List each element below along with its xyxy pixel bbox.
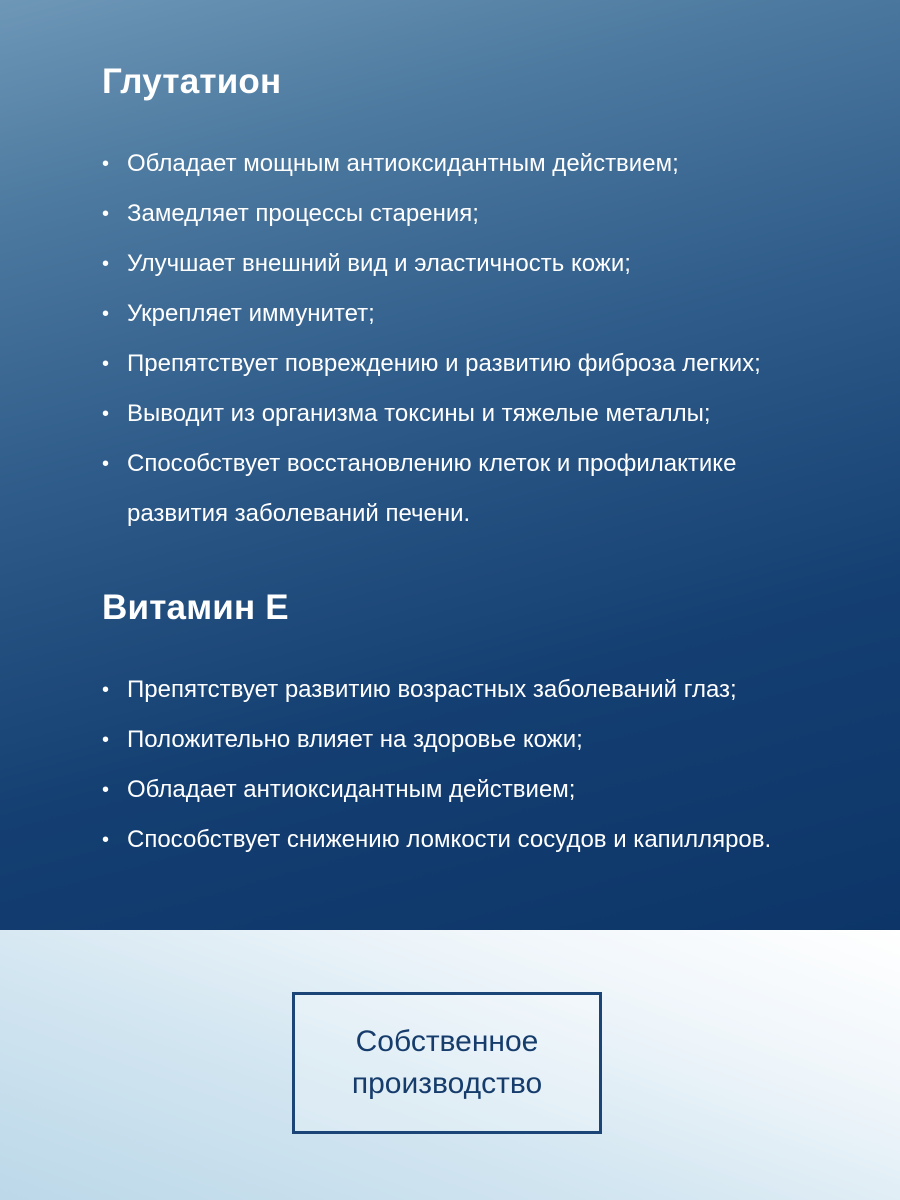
list-item: • Выводит из организма токсины и тяжелые металлы; — [102, 389, 822, 439]
list-item: • Обладает мощным антиоксидантным действием; — [102, 139, 822, 189]
bullet-icon: • — [102, 153, 110, 175]
list-item: • Улучшает внешний вид и эластичность кожи; — [102, 239, 822, 289]
bullet-icon: • — [102, 353, 110, 375]
vitamin-e-section — [102, 588, 822, 865]
bullet-icon: • — [102, 303, 110, 325]
benefit-list — [102, 665, 822, 865]
list-item: • Способствует снижению ломкости сосудов и капилляров. — [102, 815, 822, 865]
list-item: • Обладает антиоксидантным действием; — [102, 765, 822, 815]
bullet-icon: • — [102, 779, 110, 801]
bullet-icon: • — [102, 403, 110, 425]
list-item: • Укрепляет иммунитет; — [102, 289, 822, 339]
badge-label: Собственное производство — [351, 1025, 543, 1100]
list-item: • Способствует восстановлению клеток и профилактике развития заболеваний печени. — [102, 439, 767, 539]
bullet-icon: • — [102, 453, 110, 475]
list-item: • Положительно влияет на здоровье кожи; — [102, 715, 822, 765]
list-item: • Препятствует развитию возрастных заболеваний глаз; — [102, 665, 822, 715]
benefit-list — [102, 139, 822, 539]
own-production-badge — [292, 992, 602, 1134]
bullet-icon: • — [102, 829, 110, 851]
list-item: • Замедляет процессы старения; — [102, 189, 822, 239]
bullet-icon: • — [102, 253, 110, 275]
bullet-icon: • — [102, 729, 110, 751]
bullet-icon: • — [102, 679, 110, 701]
section-title: Витамин Е — [102, 588, 289, 627]
section-title: Глутатион — [102, 62, 282, 101]
glutathione-section — [102, 62, 822, 539]
bullet-icon: • — [102, 203, 110, 225]
list-item: • Препятствует повреждению и развитию фиброза легких; — [102, 339, 822, 389]
